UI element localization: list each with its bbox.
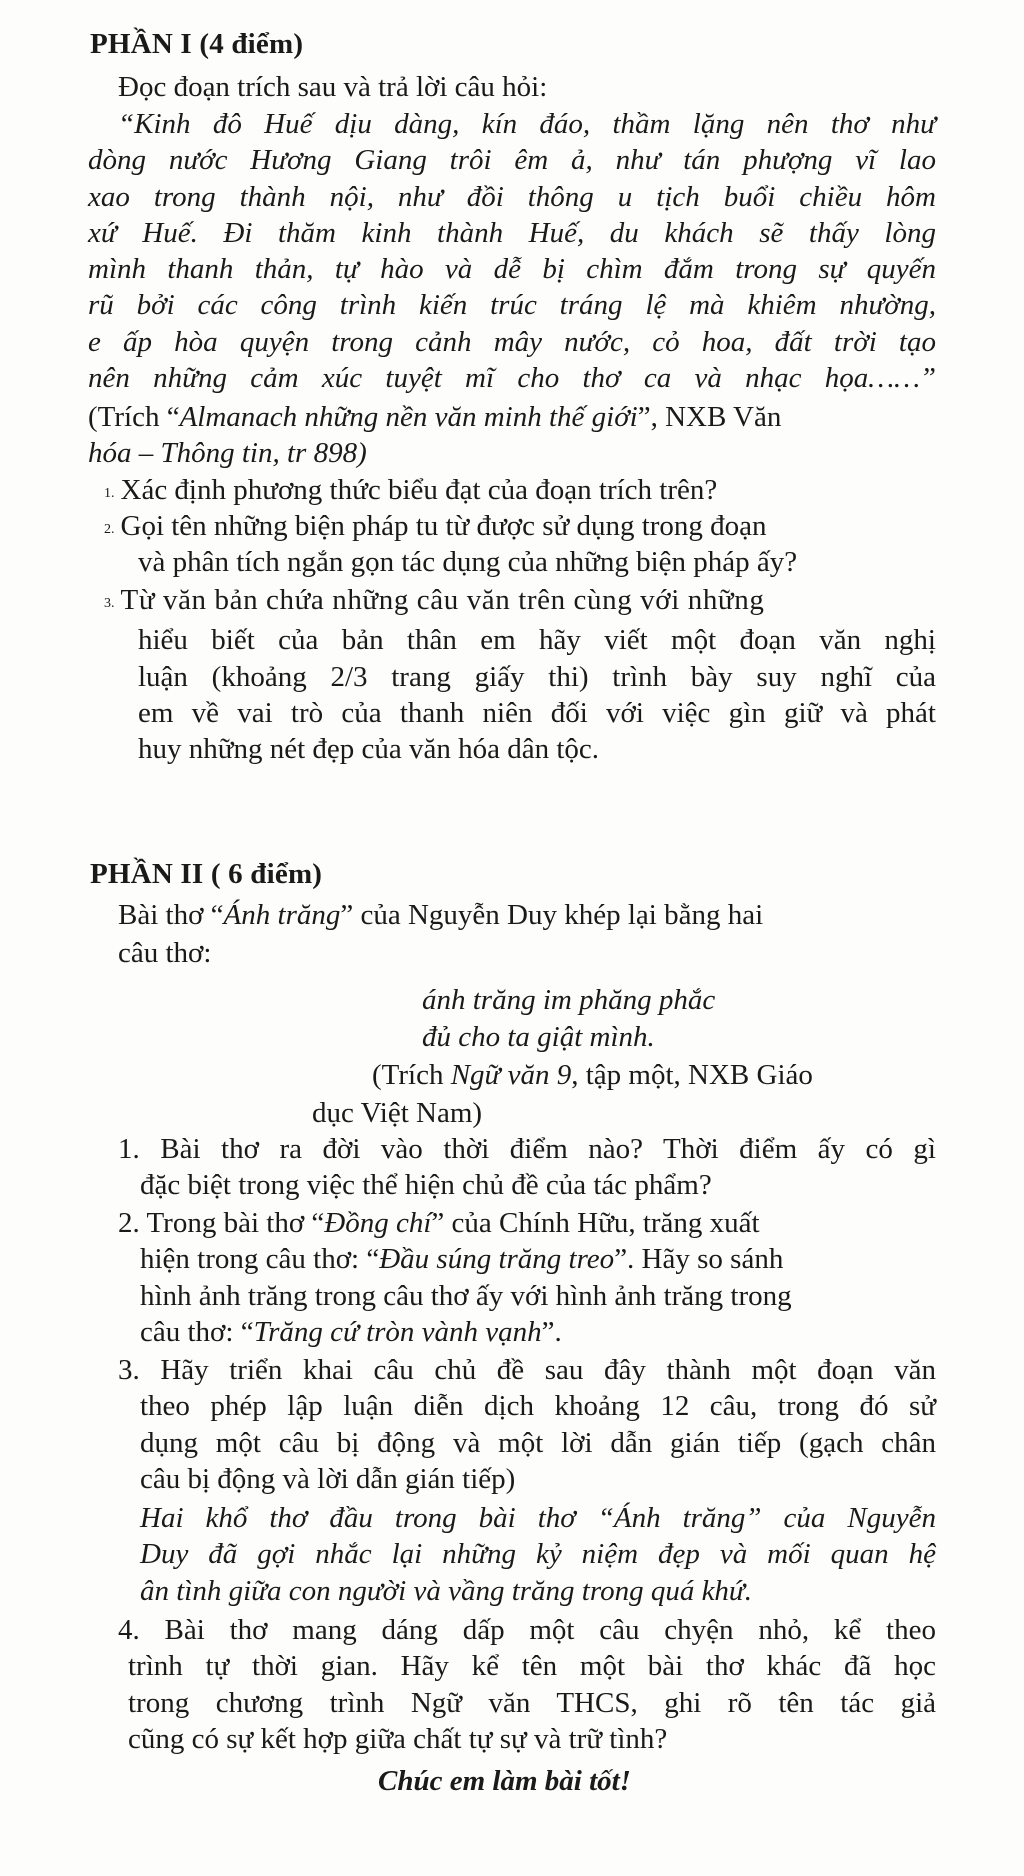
question-number: 3. bbox=[104, 596, 115, 611]
intro-title: Ánh trăng bbox=[223, 899, 341, 931]
passage-line: e ấp hòa quyện trong cảnh mây nước, cỏ hoa, đất trời tạo bbox=[88, 325, 936, 358]
question-text: huy những nét đẹp của văn hóa dân tộc. bbox=[138, 733, 600, 766]
question-text: Từ văn bản chứa những câu văn trên cùng với những bbox=[120, 584, 765, 616]
citation-suffix: , tập một, NXB Giáo bbox=[571, 1059, 813, 1091]
question-number: 1. bbox=[104, 486, 115, 501]
part2-heading: PHẦN II ( 6 điểm) bbox=[90, 858, 323, 890]
part2-question-3 bbox=[118, 1352, 936, 1497]
passage-line: nên những cảm xúc tuyệt mĩ cho thơ ca và nhạc họa……” bbox=[88, 362, 936, 395]
passage bbox=[88, 106, 936, 396]
question-text: 1. Bài thơ ra đời vào thời điểm nào? Thời điểm ấy có gì bbox=[118, 1133, 936, 1165]
topic-line: Duy đã gợi nhắc lại những kỷ niệm đẹp và mối quan hệ bbox=[140, 1538, 936, 1571]
passage-source-line2: hóa – Thông tin, tr 898) bbox=[88, 437, 367, 469]
part2-question-2 bbox=[118, 1205, 936, 1350]
passage-line: xao trong thành nội, như đồi thông u tịch buổi chiều hôm bbox=[88, 180, 936, 213]
part1-question-2 bbox=[104, 509, 767, 547]
q2-suffix: ”. bbox=[541, 1315, 562, 1348]
topic-line: Hai khổ thơ đầu trong bài thơ “Ánh trăng” của Nguyễn bbox=[140, 1502, 936, 1534]
question-number: 2. bbox=[104, 522, 115, 537]
poem-line: ánh trăng im phăng phắc bbox=[422, 984, 716, 1016]
question-line bbox=[118, 1205, 936, 1241]
poem-citation-line2: dục Việt Nam) bbox=[312, 1097, 483, 1129]
part1-question-2-line2: và phân tích ngắn gọn tác dụng của những biện pháp ấy? bbox=[138, 546, 798, 578]
part1-heading: PHẦN I (4 điểm) bbox=[90, 28, 304, 60]
passage-line: mình thanh thản, tự hào và dễ bị chìm đắm trong sự quyến bbox=[88, 253, 936, 286]
q2-prefix: câu thơ: “ bbox=[140, 1315, 254, 1348]
passage-line: xứ Huế. Đi thăm kinh thành Huế, du khách sẽ thấy lòng bbox=[88, 216, 936, 249]
question-text: 3. Hãy triển khai câu chủ đề sau đây thành một đoạn văn bbox=[118, 1354, 936, 1386]
question-text: Xác định phương thức biểu đạt của đoạn trích trên? bbox=[120, 474, 718, 506]
question-3-first bbox=[104, 582, 936, 622]
q2-prefix: 2. Trong bài thơ “ bbox=[118, 1207, 325, 1239]
source-title: Almanach những nền văn minh thế giới bbox=[179, 401, 638, 433]
part2-intro bbox=[118, 898, 763, 932]
q2-suffix: ” của Chính Hữu, trăng xuất bbox=[431, 1207, 760, 1239]
question-text: Gọi tên những biện pháp tu từ được sử dụng trong đoạn bbox=[120, 510, 767, 542]
q2-quote: Trăng cứ tròn vành vạnh bbox=[253, 1315, 542, 1348]
question-text: luận (khoảng 2/3 trang giấy thi) trình bày suy nghĩ của bbox=[138, 660, 936, 693]
part1-question-3 bbox=[104, 582, 936, 767]
part1-question-1 bbox=[104, 473, 717, 511]
citation-title: Ngữ văn 9 bbox=[450, 1059, 572, 1091]
passage-line: rũ bởi các công trình kiến trúc tráng lệ mà khiêm nhường, bbox=[88, 289, 936, 322]
source-suffix: ”, NXB Văn bbox=[637, 401, 782, 433]
question-text: em về vai trò của thanh niên đối với việc gìn giữ và phát bbox=[138, 696, 936, 729]
part1-instruction: Đọc đoạn trích sau và trả lời câu hỏi: bbox=[118, 71, 548, 103]
passage-line: “Kinh đô Huế dịu dàng, kín đáo, thầm lặng nên thơ như bbox=[118, 108, 936, 140]
question-text: đặc biệt trong việc thể hiện chủ đề của tác phẩm? bbox=[140, 1169, 712, 1202]
q2-prefix: hiện trong câu thơ: “ bbox=[140, 1243, 380, 1276]
part2-intro-line2: câu thơ: bbox=[118, 937, 212, 969]
passage-line: dòng nước Hương Giang trôi êm ả, như tán phượng vĩ lao bbox=[88, 144, 936, 177]
question-text: trong chương trình Ngữ văn THCS, ghi rõ tên tác giả bbox=[128, 1686, 936, 1719]
q2-suffix: ”. Hãy so sánh bbox=[614, 1243, 784, 1276]
question-line bbox=[118, 1314, 936, 1350]
citation-prefix: (Trích bbox=[372, 1059, 451, 1091]
question-text: cũng có sự kết hợp giữa chất tự sự và trữ tình? bbox=[128, 1722, 668, 1755]
part2-question-4 bbox=[118, 1612, 936, 1757]
question-text: 4. Bài thơ mang dáng dấp một câu chyện nhỏ, kể theo bbox=[118, 1614, 936, 1646]
topic-line: ân tình giữa con người và vầng trăng trong quá khứ. bbox=[140, 1574, 753, 1607]
passage-source bbox=[88, 400, 936, 434]
poem-citation bbox=[372, 1058, 813, 1092]
question-line bbox=[118, 1241, 936, 1277]
source-prefix: (Trích “ bbox=[88, 401, 180, 433]
intro-prefix: Bài thơ “ bbox=[118, 899, 224, 931]
question-text: theo phép lập luận diễn dịch khoảng 12 câu, trong đó sử bbox=[140, 1390, 936, 1423]
poem-line: đủ cho ta giật mình. bbox=[422, 1021, 655, 1053]
part2-question-1 bbox=[118, 1131, 936, 1204]
question-text: hiểu biết của bản thân em hãy viết một đoạn văn nghị bbox=[138, 624, 936, 657]
question-text: dụng một câu bị động và một lời dẫn gián tiếp (gạch chân bbox=[140, 1426, 936, 1459]
q2-quote: Đầu súng trăng treo bbox=[379, 1243, 615, 1276]
topic-sentence bbox=[140, 1500, 936, 1609]
closing-message: Chúc em làm bài tốt! bbox=[378, 1765, 631, 1797]
q2-title: Đồng chí bbox=[324, 1207, 432, 1239]
intro-suffix: ” của Nguyễn Duy khép lại bằng hai bbox=[340, 899, 764, 931]
question-text: hình ảnh trăng trong câu thơ ấy với hình ảnh trăng trong bbox=[140, 1279, 792, 1312]
question-text: câu bị động và lời dẫn gián tiếp) bbox=[140, 1462, 516, 1495]
question-text: trình tự thời gian. Hãy kể tên một bài thơ khác đã học bbox=[128, 1650, 936, 1683]
